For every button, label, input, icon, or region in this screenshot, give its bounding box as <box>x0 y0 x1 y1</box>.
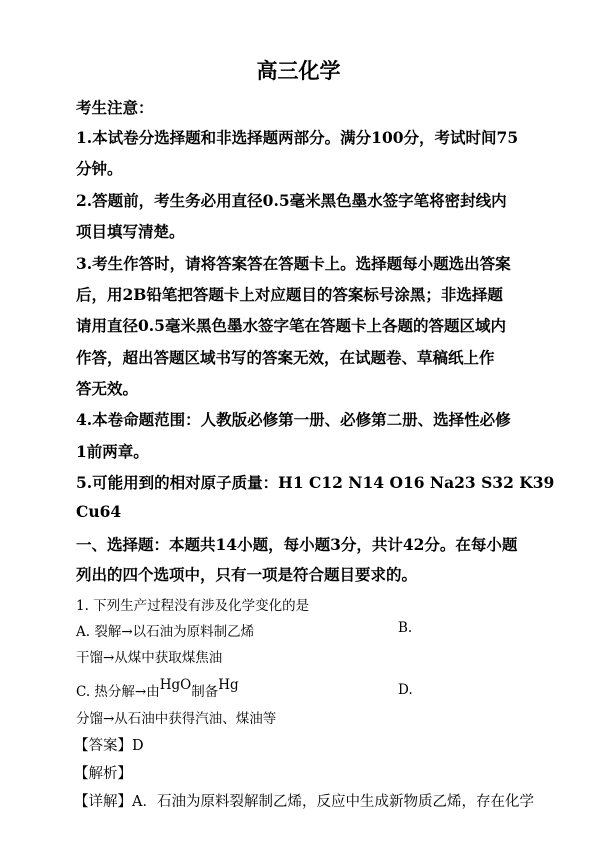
detail-line <box>74 790 534 811</box>
section-heading: 一、选择题：本题共14小题，每小题3分，共计42分。在每小题 <box>76 535 518 554</box>
answer-value: D <box>132 738 144 754</box>
option-c-mid: 制备 <box>191 684 219 700</box>
option-d-text: 分馏→从石油中获得汽油、煤油等 <box>76 711 277 727</box>
notice-line: 项目填写清楚。 <box>76 222 185 241</box>
option-b-text: 干馏→从煤中获取煤焦油 <box>76 650 223 666</box>
notice-line: 1.本试卷分选择题和非选择题两部分。满分100分，考试时间75 <box>76 128 519 147</box>
notice-line: 4.本卷命题范围：人教版必修第一册、必修第二册、选择性必修 <box>76 410 511 429</box>
notice-line: 请用直径0.5毫米黑色墨水签字笔在答题卡上各题的答题区域内 <box>76 316 506 335</box>
notice-header: 考生注意： <box>76 98 154 117</box>
option-c-formula-hg: Hg <box>218 677 239 693</box>
option-c-prefix: C. 热分解→由 <box>76 684 160 700</box>
notice-line: 5.可能用到的相对原子质量：H1 C12 N14 O16 Na23 S32 K39 <box>76 473 555 492</box>
notice-line: 3.考生作答时，请将答案答在答题卡上。选择题每小题选出答案 <box>76 254 511 273</box>
option-c-formula-hgo: HgO <box>159 677 192 693</box>
answer-line <box>74 734 144 755</box>
option-c <box>76 677 239 700</box>
answer-tag: 【答案】 <box>74 738 132 754</box>
analysis-tag: 【解析】 <box>74 766 132 782</box>
question-stem: 1. 下列生产过程没有涉及化学变化的是 <box>76 598 310 614</box>
option-d-letter: D. <box>398 682 413 698</box>
section-heading-cont: 列出的四个选项中，只有一项是符合题目要求的。 <box>76 565 418 584</box>
notice-line: 2.答题前，考生务必用直径0.5毫米黑色墨水签字笔将密封线内 <box>76 191 507 210</box>
notice-line: 答无效。 <box>76 379 139 398</box>
page-title: 高三化学 <box>256 58 341 83</box>
notice-line: 作答，超出答题区域书写的答案无效，在试题卷、草稿纸上作 <box>76 348 495 367</box>
notice-line: 分钟。 <box>76 159 123 178</box>
option-b-letter: B. <box>398 620 413 636</box>
notice-line: 后，用2B铅笔把答题卡上对应题目的答案标号涂黑；非选择题 <box>76 285 503 304</box>
detail-text: A．石油为原料裂解制乙烯，反应中生成新物质乙烯，存在化学 <box>132 794 534 810</box>
notice-line: Cu64 <box>76 502 122 521</box>
detail-tag: 【详解】 <box>74 794 132 810</box>
option-a: A. 裂解→以石油为原料制乙烯 <box>76 624 255 640</box>
notice-line: 1前两章。 <box>76 442 149 461</box>
